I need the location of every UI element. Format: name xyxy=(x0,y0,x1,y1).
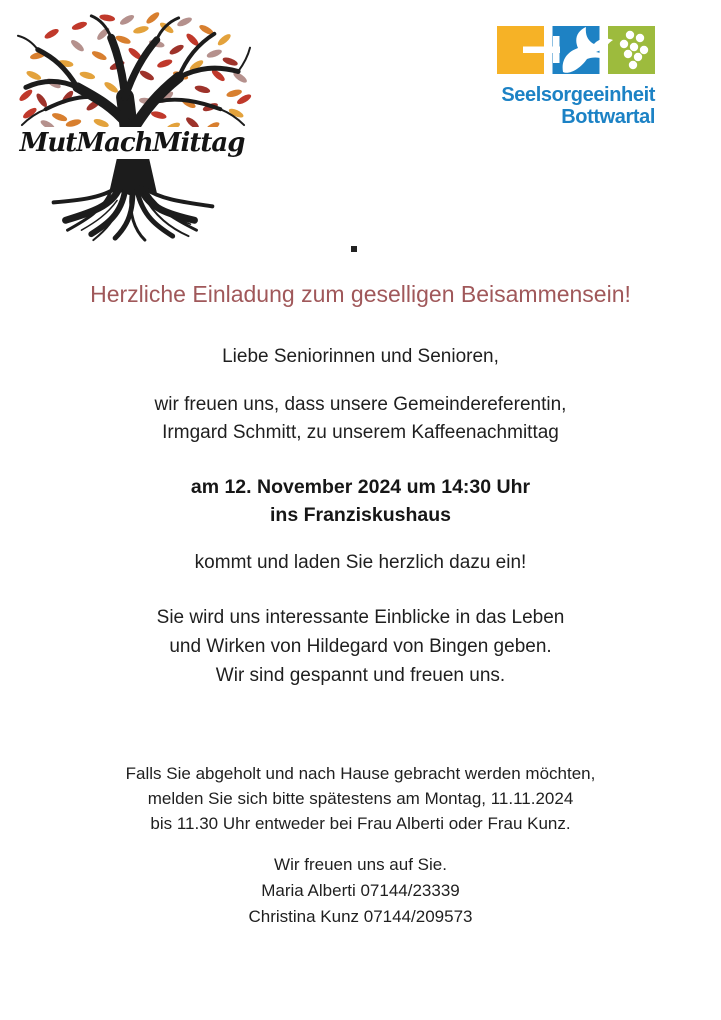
bottwartal-name: Bottwartal xyxy=(561,106,655,128)
seelsorgeeinheit-emblem-icon xyxy=(497,26,655,74)
pickup-line-1: Falls Sie abgeholt und nach Hause gebracht werden möchten, xyxy=(125,764,596,783)
seelsorgeeinheit-logo xyxy=(497,26,655,128)
event-date-line: am 12. November 2024 um 14:30 Uhr xyxy=(190,476,531,498)
mutmachmittag-label: MutMachMittag xyxy=(16,127,249,159)
topic-line-3: Wir sind gespannt und freuen uns. xyxy=(215,665,506,686)
intro-paragraph xyxy=(0,391,721,447)
separator-dot xyxy=(351,246,357,252)
pickup-line-3: bis 11.30 Uhr entweder bei Frau Alberti oder Frau Kunz. xyxy=(150,814,571,833)
contact-christina-kunz: Christina Kunz 07144/209573 xyxy=(248,907,473,926)
mutmachmittag-logo-text xyxy=(8,128,256,158)
topic-line-1: Sie wird uns interessante Einblicke in das Leben xyxy=(156,607,565,628)
autumn-tree-icon xyxy=(8,6,256,244)
closing-line: Wir freuen uns auf Sie. xyxy=(274,855,447,874)
seelsorgeeinheit-logo-text xyxy=(497,84,655,128)
closing-block xyxy=(0,852,721,930)
seelsorgeeinheit-name: Seelsorgeeinheit xyxy=(501,84,655,106)
intro-line-1: wir freuen uns, dass unsere Gemeindereferentin, xyxy=(154,394,567,415)
invite-line: kommt und laden Sie herzlich dazu ein! xyxy=(194,552,527,573)
intro-line-2: Irmgard Schmitt, zu unserem Kaffeenachmittag xyxy=(162,422,559,443)
contact-maria-alberti: Maria Alberti 07144/23339 xyxy=(261,881,460,900)
topic-line-2: und Wirken von Hildegard von Bingen geben. xyxy=(169,636,552,657)
topic-paragraph xyxy=(0,603,721,690)
pickup-line-2: melden Sie sich bitte spätestens am Montag, 11.11.2024 xyxy=(147,789,574,808)
event-details xyxy=(0,473,721,529)
event-location-line: ins Franziskushaus xyxy=(270,504,451,526)
mutmachmittag-logo xyxy=(8,6,256,244)
invitation-heading: Herzliche Einladung zum geselligen Beisammensein! xyxy=(90,281,631,307)
salutation-line: Liebe Seniorinnen und Senioren, xyxy=(222,346,499,367)
pickup-paragraph xyxy=(0,761,721,836)
